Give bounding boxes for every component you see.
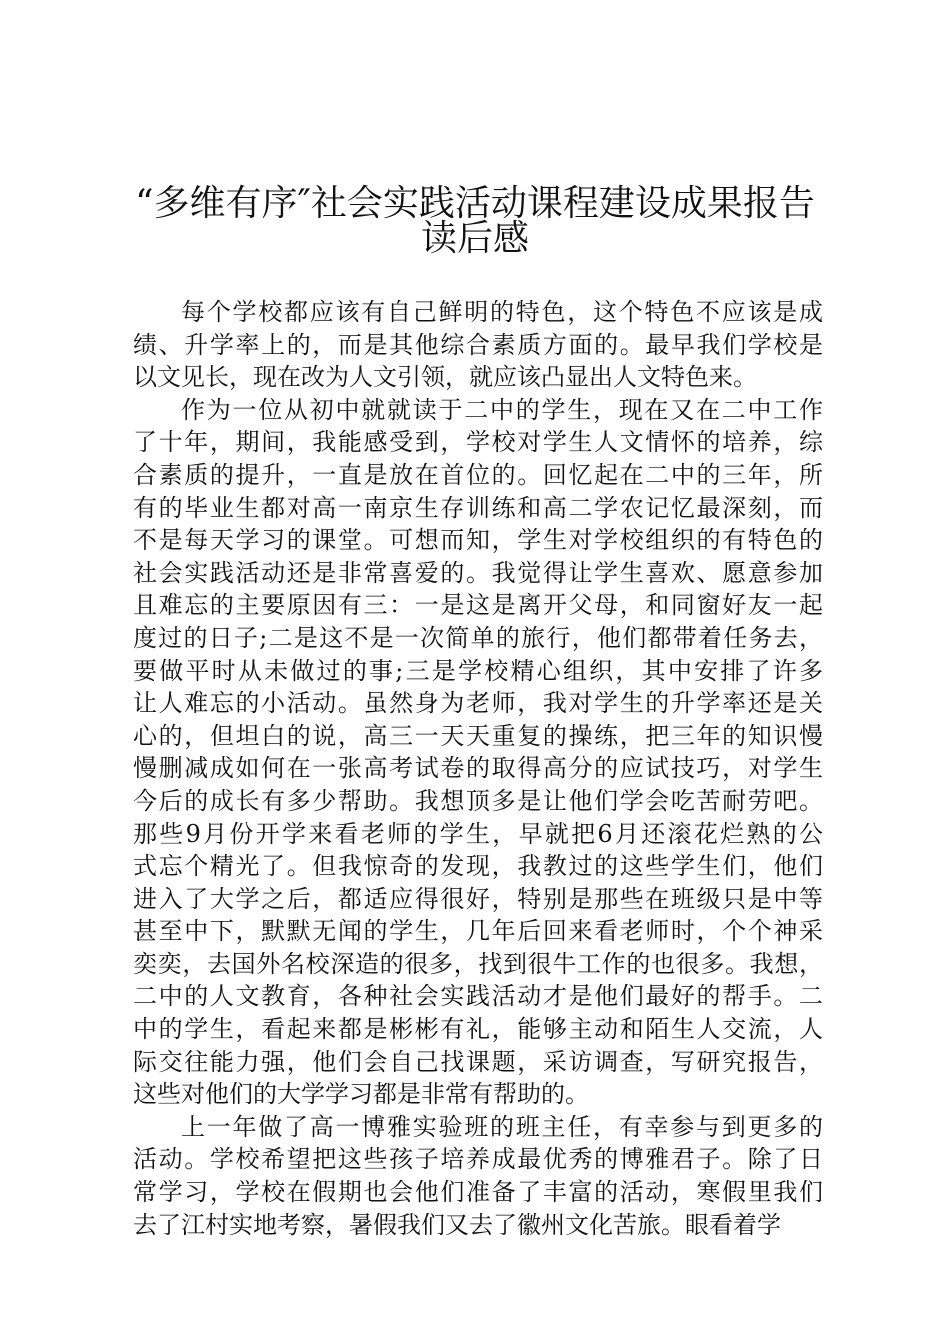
paragraph: [133, 394, 823, 1111]
paragraph-line: 作为一位从初中就就读于二中的学生，现在又在二中工作: [181, 395, 823, 424]
paragraph: [133, 296, 823, 394]
paragraph-line: 每个学校都应该有自己鲜明的特色，这个特色不应该是成: [181, 298, 823, 326]
paragraph-line: 进入了大学之后，都适应得很好，特别是那些在班级只是中等: [133, 884, 823, 913]
paragraph-line: 合素质的提升，一直是放在首位的。回忆起在二中的三年，所: [133, 460, 823, 489]
paragraph-line: 让人难忘的小活动。虽然身为老师，我对学生的升学率还是关: [133, 689, 823, 718]
paragraph-line: 且难忘的主要原因有三：一是这是离开父母，和同窗好友一起: [133, 591, 823, 620]
document-body: [133, 296, 823, 1241]
paragraph-line: 奕奕，去国外名校深造的很多，找到很牛工作的也很多。我想，: [133, 949, 823, 978]
paragraph-line: 去了江村实地考察，暑假我们又去了徽州文化苦旅。眼看着学: [133, 1210, 781, 1239]
paragraph-line: 际交往能力强，他们会自己找课题，采访调查，写研究报告，: [133, 1047, 823, 1076]
paragraph-line: 绩、升学率上的，而是其他综合素质方面的。最早我们学校是: [133, 330, 823, 359]
paragraph-line: 中的学生，看起来都是彬彬有礼，能够主动和陌生人交流，人: [133, 1015, 823, 1044]
paragraph-line: 慢删减成如何在一张高考试卷的取得高分的应试技巧，对学生: [133, 754, 823, 783]
paragraph-line: 有的毕业生都对高一南京生存训练和高二学农记忆最深刻，而: [133, 493, 823, 522]
paragraph-line: 心的，但坦白的说，高三一天天重复的操练，把三年的知识慢: [133, 721, 823, 750]
paragraph-line: 常学习，学校在假期也会他们准备了丰富的活动，寒假里我们: [133, 1178, 823, 1207]
paragraph-line: 了十年，期间，我能感受到，学校对学生人文情怀的培养，综: [133, 428, 823, 457]
paragraph-line: 式忘个精光了。但我惊奇的发现，我教过的这些学生们，他们: [133, 852, 823, 881]
paragraph-line: 上一年做了高一博雅实验班的班主任，有幸参与到更多的: [181, 1112, 823, 1141]
paragraph-line: 不是每天学习的课堂。可想而知，学生对学校组织的有特色的: [133, 526, 823, 555]
paragraph-line: 社会实践活动还是非常喜爱的。我觉得让学生喜欢、愿意参加: [133, 558, 823, 587]
paragraph-line: 度过的日子;二是这不是一次简单的旅行，他们都带着任务去，: [133, 623, 823, 652]
paragraph-line: 今后的成长有多少帮助。我想顶多是让他们学会吃苦耐劳吧。: [133, 786, 823, 815]
paragraph-line: 甚至中下，默默无闻的学生，几年后回来看老师时，个个神采: [133, 917, 823, 946]
paragraph-line: 以文见长，现在改为人文引领，就应该凸显出人文特色来。: [133, 363, 757, 392]
document-title-line-1: “多维有序″社会实践活动课程建设成果报告: [135, 183, 815, 224]
paragraph: [133, 1111, 823, 1241]
paragraph-line: 那些9月份开学来看老师的学生，早就把6月还滚花烂熟的公: [133, 819, 823, 848]
paragraph-line: 活动。学校希望把这些孩子培养成最优秀的博雅君子。除了日: [133, 1145, 823, 1174]
paragraph-line: 要做平时从未做过的事;三是学校精心组织，其中安排了许多: [133, 656, 823, 685]
document-title-line-2: 读后感: [420, 218, 529, 259]
paragraph-line: 这些对他们的大学学习都是非常有帮助的。: [133, 1080, 589, 1109]
paragraph-line: 二中的人文教育，各种社会实践活动才是他们最好的帮手。二: [133, 982, 823, 1011]
